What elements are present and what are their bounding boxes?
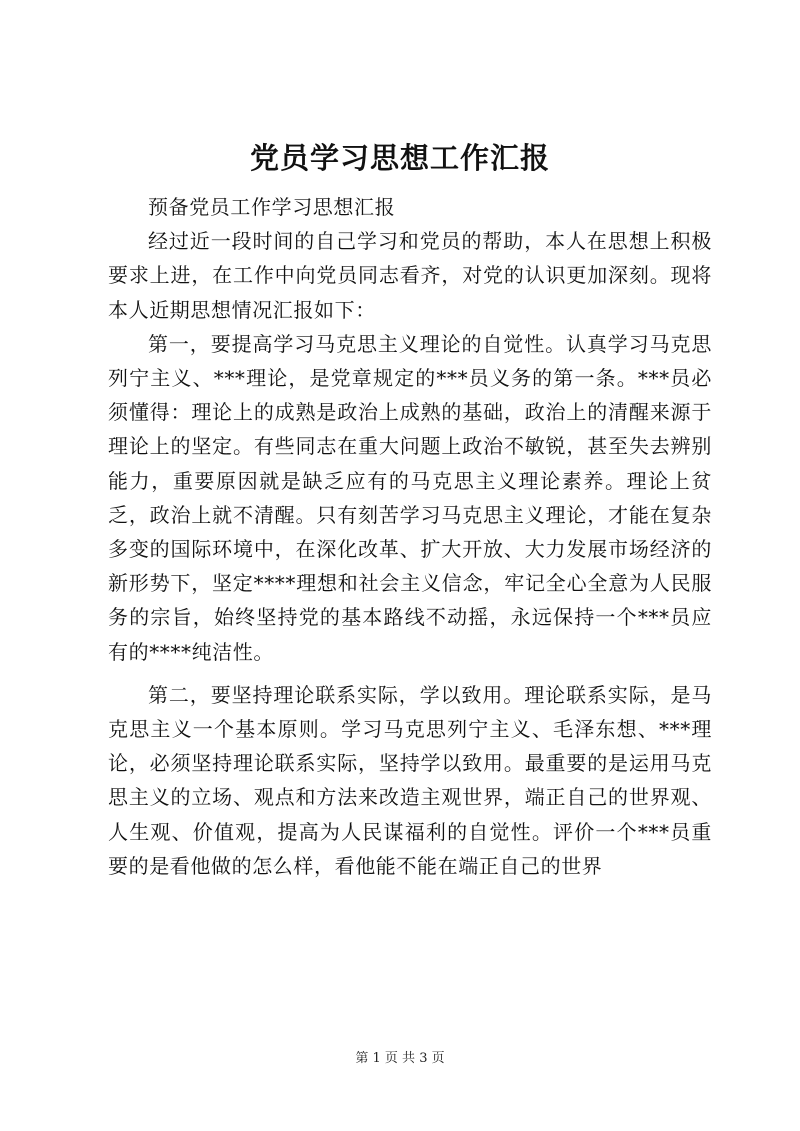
document-body: [108, 190, 712, 883]
document-title: 党员学习思想工作汇报: [249, 141, 550, 175]
body-paragraph-first: 第一，要提高学习马克思主义理论的自觉性。认真学习马克思列宁主义、***理论，是党章规定的***员义务的第一条。***员必须懂得：理论上的成熟是政治上成熟的基础，政治上的清醒来源于理论上的坚定。有些同志在重大问题上政治不敏锐，甚至失去辨别能力，重要原因就是缺乏应有的马克思主义理论素养。理论上贫乏，政治上就不清醒。只有刻苦学习马克思主义理论，才能在复杂多变的国际环境中，在深化改革、扩大开放、大力发展市场经济的新形势下，坚定****理想和社会主义信念，牢记全心全意为人民服务的宗旨，始终坚持党的基本路线不动摇，永远保持一个***员应有的****纯洁性。: [108, 331, 712, 664]
page-number-footer: 第 1 页 共 3 页: [355, 1051, 445, 1066]
subtitle-paragraph: 预备党员工作学习思想汇报: [148, 195, 396, 219]
intro-paragraph: 经过近一段时间的自己学习和党员的帮助，本人在思想上积极要求上进，在工作中向党员同志看齐，对党的认识更加深刻。现将本人近期思想情况汇报如下：: [108, 229, 712, 322]
body-paragraph-second: 第二，要坚持理论联系实际，学以致用。理论联系实际，是马克思主义一个基本原则。学习马克思列宁主义、毛泽东想、***理论，必须坚持理论联系实际，坚持学以致用。最重要的是运用马克思主义的立场、观点和方法来改造主观世界，端正自己的世界观、人生观、价值观，提高为人民谋福利的自觉性。评价一个***员重要的是看他做的怎么样，看他能不能在端正自己的世界: [108, 682, 712, 878]
